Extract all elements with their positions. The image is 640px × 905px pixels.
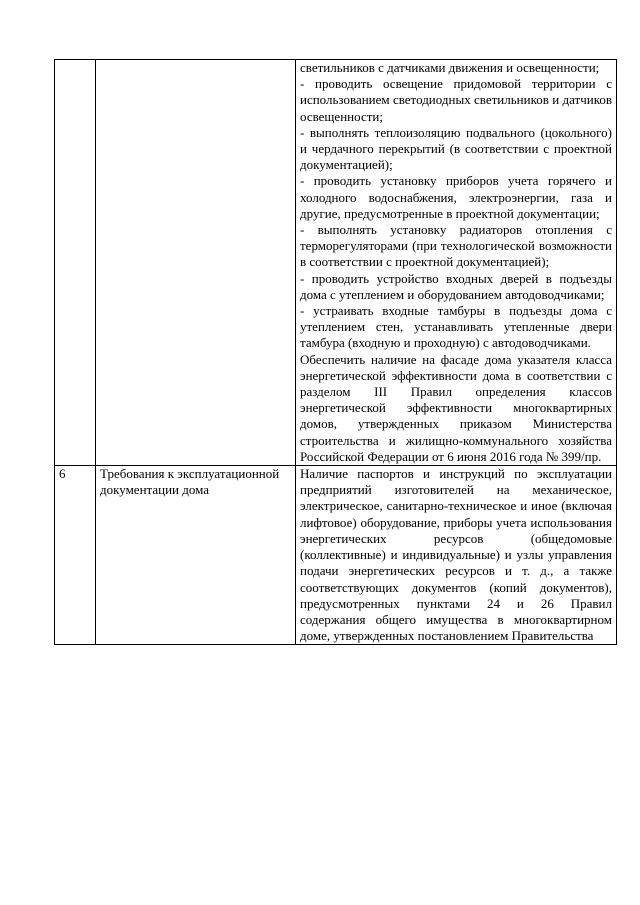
paragraph: - устраивать входные тамбуры в подъезды дома с утеплением стен, устанавливать утепленные двери тамбура (входную и проходную) с автодоводчиками. (300, 303, 612, 351)
paragraph: - проводить освещение придомовой территории с использованием светодиодных светильников и датчиков освещенности; (300, 76, 612, 124)
table-row (55, 60, 617, 466)
paragraph: - проводить установку приборов учета горячего и холодного водоснабжения, электроэнергии, газа и другие, предусмотренные в проектной документации; (300, 173, 612, 221)
requirement-cell: Требования к эксплуатационной документации дома (96, 466, 296, 645)
requirements-table (54, 59, 617, 645)
row-number-cell (55, 60, 96, 466)
paragraph: Наличие паспортов и инструкций по эксплуатации предприятий изготовителей на механическое, электрическое, санитарно-техническое и иное (включая лифтовое) оборудование, приборы учета использования энергетических ресурсов (общедомовые (коллективные) и индивидуальные) и узлы управления подачи энергетических ресурсов и т. д., а также соответствующих документов (копий документов), предусмотренных пунктами 24 и 26 Правил содержания общего имущества в многоквартирном доме, утвержденных постановлением Правительства (300, 466, 612, 644)
description-cell (296, 466, 617, 645)
requirement-cell (96, 60, 296, 466)
paragraph: - выполнять теплоизоляцию подвального (цокольного) и чердачного перекрытий (в соответствии с проектной документацией); (300, 124, 612, 173)
paragraph: Обеспечить наличие на фасаде дома указателя класса энергетической эффективности дома в соответствии с разделом III Правил определения классов энергетической эффективности многоквартирных домов, утвержденных приказом Министерства строительства и жилищно-коммунального хозяйства Российской Федерации от 6 июня 2016 года № 399/пр. (300, 351, 612, 464)
description-cell (296, 60, 617, 466)
table-row (55, 466, 617, 645)
paragraph: светильников с датчиками движения и освещенности; (300, 60, 600, 75)
paragraph: - выполнять установку радиаторов отопления с терморегуляторами (при технологической возможности в соответствии с проектной документацией); (300, 222, 612, 270)
row-number-cell: 6 (55, 466, 96, 645)
paragraph: - проводить устройство входных дверей в подъезды дома с утеплением и оборудованием автодоводчиками; (300, 270, 612, 302)
